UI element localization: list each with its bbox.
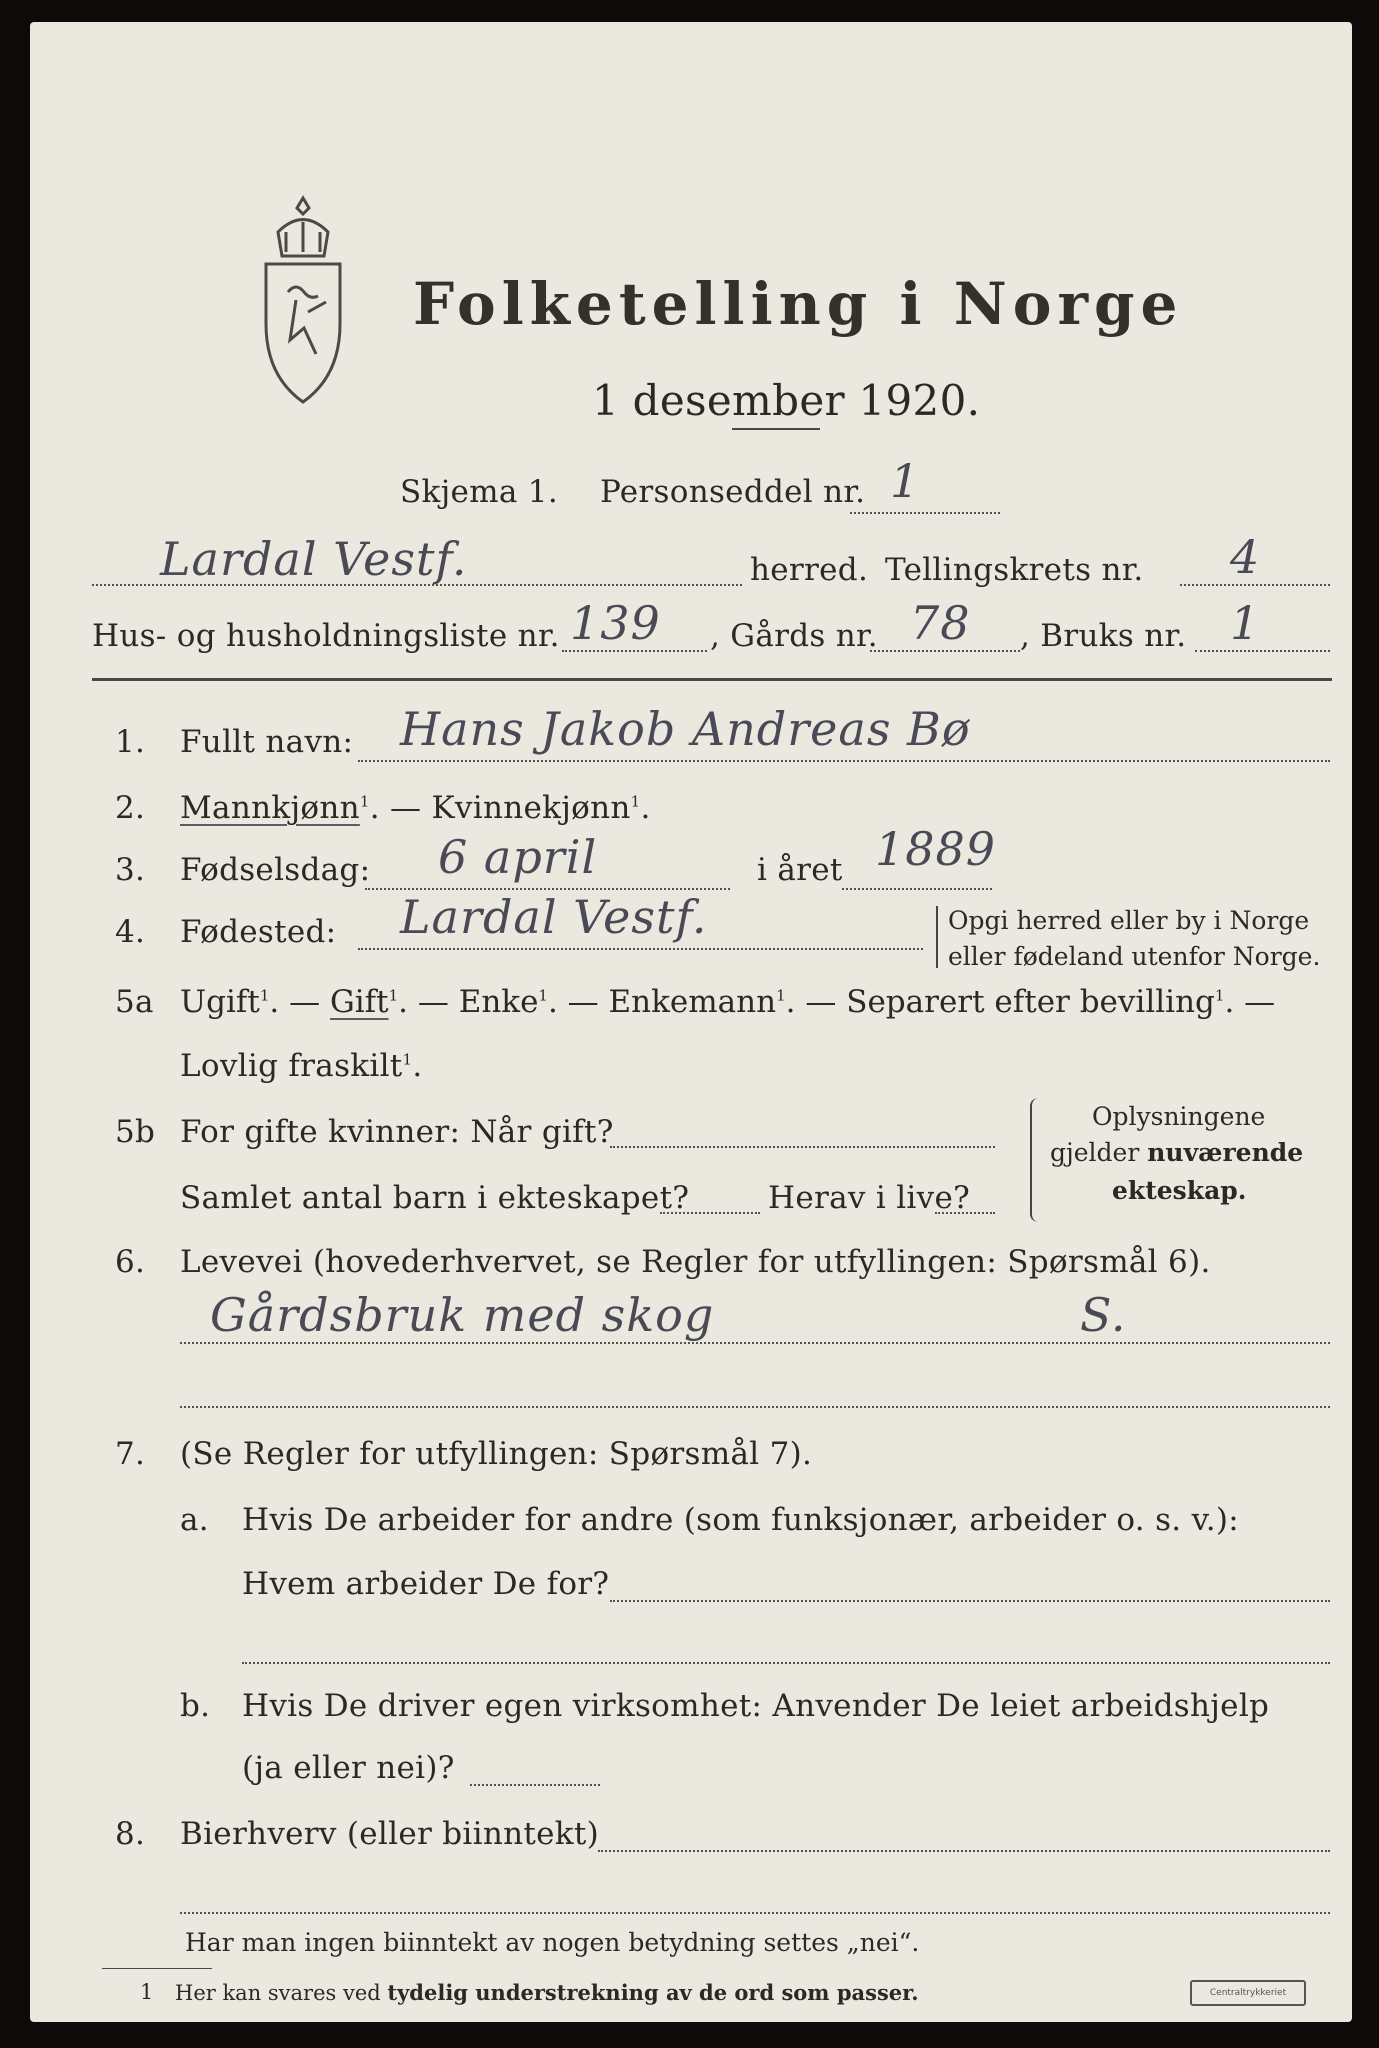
q5a-gift[interactable]: Gift <box>329 984 389 1020</box>
q4-note-line1: Opgi herred eller by i Norge <box>948 906 1310 935</box>
footnote-text-normal: Her kan svares ved <box>175 1981 388 2005</box>
q6-number: 6. <box>115 1244 146 1280</box>
q7-label: (Se Regler for utfyllingen: Spørsmål 7). <box>180 1436 813 1472</box>
footnote-text-bold: tydelig understrekning av de ord som passer. <box>387 1980 919 2005</box>
q5b-line2 <box>660 1212 760 1214</box>
q5b-note-naervaerende: nuværende <box>1147 1138 1304 1167</box>
q5a-sup4: 1 <box>776 986 786 1005</box>
q5a-options <box>180 984 1275 1020</box>
q8-answer-line2 <box>180 1912 1330 1914</box>
q5b-label3: Herav i live? <box>768 1180 971 1216</box>
q5b-label2: Samlet antal barn i ekteskapet? <box>180 1180 690 1216</box>
q5b-brace <box>1030 1098 1042 1222</box>
husliste-label: Hus- og husholdningsliste nr. <box>92 618 560 654</box>
q7a-answer-line2 <box>242 1662 1330 1664</box>
q7b-number: b. <box>180 1688 211 1724</box>
bruks-label: , Bruks nr. <box>1020 618 1187 654</box>
personseddel-label: Personseddel nr. <box>600 474 866 510</box>
q3-label: Fødselsdag: <box>180 852 371 888</box>
q1-number: 1. <box>115 724 146 760</box>
q4-birthplace-value[interactable]: Lardal Vestf. <box>400 890 708 944</box>
q5a-dash5: . — <box>1224 984 1276 1020</box>
q5a-fraskilt[interactable]: Lovlig fraskilt <box>180 1048 403 1084</box>
q4-note-line2: eller fødeland utenfor Norge. <box>948 942 1321 971</box>
form-title: Folketelling i Norge <box>413 270 1184 338</box>
q6-label: Levevei (hovederhvervet, se Regler for utfyllingen: Spørsmål 6). <box>180 1244 1211 1280</box>
q7b-line2: (ja eller nei)? <box>242 1750 455 1786</box>
q6-line1 <box>180 1342 1330 1344</box>
q5b-note-line3: ekteskap. <box>1112 1176 1247 1205</box>
q5a-separert[interactable]: Separert efter bevilling <box>846 984 1215 1020</box>
printer-stamp <box>1190 1980 1306 2006</box>
q5b-note-line2 <box>1050 1138 1303 1167</box>
form-date: 1 desember 1920. <box>592 376 981 425</box>
q3-year-label: i året <box>757 852 843 888</box>
q5a-line2-end: . <box>412 1048 423 1084</box>
q2-male-option[interactable]: Mannkjønn <box>180 790 360 826</box>
q5b-label1: For gifte kvinner: Når gift? <box>180 1114 614 1150</box>
q7b-line1: Hvis De driver egen virksomhet: Anvender De leiet arbeidshjelp <box>242 1688 1270 1724</box>
q2-sup2: 1 <box>630 792 641 811</box>
q2-end: . <box>640 790 651 826</box>
q7a-answer-line1 <box>610 1600 1330 1602</box>
coat-of-arms-icon <box>248 192 358 412</box>
q6-line2 <box>180 1406 1330 1408</box>
q2-female-option[interactable]: Kvinnekjønn <box>431 790 631 826</box>
q8-answer-line1 <box>598 1850 1330 1852</box>
herred-label: herred. <box>750 552 869 588</box>
personseddel-line <box>850 512 1000 514</box>
q5a-enkemann[interactable]: Enkemann <box>608 984 777 1020</box>
gards-value[interactable]: 78 <box>910 596 971 650</box>
header-divider <box>92 678 1332 681</box>
q2-options <box>180 790 651 826</box>
q5a-enke[interactable]: Enke <box>458 984 539 1020</box>
q5b-note-gjelder: gjelder <box>1050 1138 1148 1167</box>
printer-stamp-text: Centraltrykkeriet <box>1209 1988 1287 1998</box>
q5b-line3 <box>935 1212 995 1214</box>
q4-line <box>358 948 923 950</box>
footnote-text <box>175 1980 919 2005</box>
q5a-dash2: . — <box>398 984 449 1020</box>
q8-label: Bierhverv (eller biinntekt) <box>180 1816 600 1852</box>
q7a-number: a. <box>180 1502 209 1538</box>
q2-sep: . — <box>369 790 432 826</box>
q5a-line2 <box>180 1048 423 1084</box>
herred-value[interactable]: Lardal Vestf. <box>160 532 468 586</box>
herred-line <box>92 584 742 586</box>
q4-note-bar <box>936 906 938 968</box>
q4-number: 4. <box>115 914 146 950</box>
schema-label: Skjema 1. <box>400 474 558 510</box>
q2-number: 2. <box>115 790 146 826</box>
q8-note: Har man ingen biinntekt av nogen betydning settes „nei“. <box>185 1928 920 1957</box>
q5a-dash3: . — <box>547 984 599 1020</box>
bruks-line <box>1195 650 1330 652</box>
q5a-sup3: 1 <box>538 986 548 1005</box>
q3-year-value[interactable]: 1889 <box>875 822 997 876</box>
tellingskrets-label: Tellingskrets nr. <box>885 552 1144 588</box>
title-divider <box>732 428 820 430</box>
husliste-value[interactable]: 139 <box>570 596 661 650</box>
q5b-line1 <box>610 1146 995 1148</box>
tellingskrets-line <box>1180 584 1330 586</box>
husliste-line <box>562 650 707 652</box>
q7-number: 7. <box>115 1436 146 1472</box>
q2-sup1: 1 <box>359 792 370 811</box>
footnote-mark: 1 <box>140 1980 154 2004</box>
q5a-sup2: 1 <box>388 986 399 1005</box>
q5a-dash4: . — <box>785 984 837 1020</box>
gards-label: , Gårds nr. <box>710 618 878 654</box>
gards-line <box>870 650 1020 652</box>
q3-birthday-value[interactable]: 6 april <box>438 830 598 884</box>
q6-occupation-code: S. <box>1080 1288 1127 1342</box>
q1-line <box>358 760 1330 762</box>
tellingskrets-value[interactable]: 4 <box>1230 530 1261 584</box>
q5a-sup6: 1 <box>402 1050 413 1069</box>
q7a-line1: Hvis De arbeider for andre (som funksjonær, arbeider o. s. v.): <box>242 1502 1240 1538</box>
personseddel-value[interactable]: 1 <box>890 454 921 508</box>
q8-number: 8. <box>115 1816 146 1852</box>
census-form <box>30 22 1352 2022</box>
q3-year-line <box>842 888 992 890</box>
q5a-sup5: 1 <box>1214 986 1225 1005</box>
bruks-value[interactable]: 1 <box>1230 596 1261 650</box>
q5a-ugift[interactable]: Ugift <box>180 984 260 1020</box>
q1-label: Fullt navn: <box>180 724 354 760</box>
q7b-answer-line <box>470 1784 600 1786</box>
footnote-divider <box>102 1968 212 1969</box>
q4-label: Fødested: <box>180 914 337 950</box>
q1-full-name[interactable]: Hans Jakob Andreas Bø <box>400 702 971 756</box>
q7a-line2: Hvem arbeider De for? <box>242 1566 610 1602</box>
q5a-number: 5a <box>115 984 154 1020</box>
q5a-sup1: 1 <box>259 986 270 1005</box>
q6-occupation-value[interactable]: Gårdsbruk med skog <box>210 1288 715 1342</box>
q5a-dash1: . — <box>269 984 321 1020</box>
q3-number: 3. <box>115 852 146 888</box>
q5b-number: 5b <box>115 1114 156 1150</box>
q5b-note-line1: Oplysningene <box>1092 1102 1266 1131</box>
